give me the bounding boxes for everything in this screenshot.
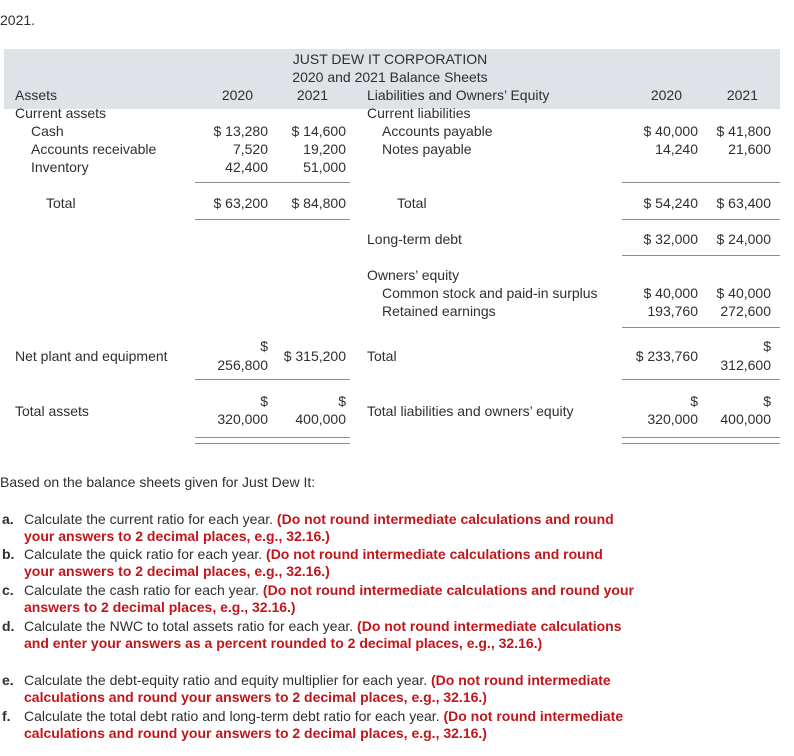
notes-2020: 14,240: [655, 141, 698, 157]
question-b-text: Calculate the quick ratio for each year.: [24, 546, 267, 562]
assets-total-2020: $ 63,200: [213, 195, 268, 211]
equity-total-2020: $ 233,760: [635, 348, 698, 364]
net-plant-label: Net plant and equipment: [15, 348, 168, 364]
equity-total-underline: [622, 379, 780, 380]
payable-2020: $ 40,000: [643, 123, 698, 139]
total-assets-2020-sign: $: [260, 393, 268, 409]
liabilities-heading: Liabilities and Owners’ Equity: [367, 87, 550, 103]
assets-heading: Assets: [15, 87, 58, 103]
question-f-note: (Do not round intermediate calculations and round your answers to 2 decimal places, e.g., 32.16.): [24, 708, 624, 741]
total-le-double-line-2: [622, 443, 780, 444]
receivables-label: Accounts receivable: [31, 141, 157, 157]
question-d-note: (Do not round intermediate calculations and enter your answers as a percent rounded to 2 decimal places, e.g., 32.16.): [24, 618, 622, 651]
assets-total-label: Total: [46, 195, 76, 211]
question-c: [24, 582, 634, 616]
total-le-2020: 320,000: [647, 411, 698, 427]
payable-2021: $ 41,800: [716, 123, 771, 139]
question-c-label: c.: [2, 582, 14, 598]
equity-divider: [622, 327, 780, 328]
retained-2021: 272,600: [720, 303, 771, 319]
total-assets-2020: 320,000: [217, 411, 268, 427]
question-a-note: (Do not round intermediate calculations and round your answers to 2 decimal places, e.g., 32.16.): [24, 511, 614, 544]
receivables-2020: 7,520: [232, 141, 268, 157]
question-f: [24, 708, 634, 742]
liab-total-label: Total: [397, 195, 427, 211]
cash-label: Cash: [31, 123, 64, 139]
equity-total-label: Total: [367, 348, 397, 364]
question-a-text: Calculate the current ratio for each year.: [24, 511, 277, 527]
assets-divider: [195, 182, 350, 183]
net-plant-underline: [195, 379, 350, 380]
question-e-note: (Do not round intermediate calculations and round your answers to 2 decimal places, e.g., 32.16.): [24, 672, 611, 705]
assets-total-2021: $ 84,800: [291, 195, 346, 211]
total-le-2020-sign: $: [690, 393, 698, 409]
inventory-label: Inventory: [31, 159, 89, 175]
question-d-text: Calculate the NWC to total assets ratio for each year.: [24, 618, 358, 634]
current-liabilities-label: Current liabilities: [367, 105, 471, 121]
total-le-label: Total liabilities and owners’ equity: [367, 403, 574, 419]
long-term-debt-underline: [622, 255, 780, 256]
question-e-label: e.: [2, 672, 14, 688]
common-stock-2021: $ 40,000: [716, 285, 771, 301]
total-assets-label: Total assets: [15, 403, 89, 419]
inventory-2020: 42,400: [225, 159, 268, 175]
net-plant-2020: 256,800: [217, 357, 268, 373]
total-le-double-line-1: [622, 437, 780, 438]
net-plant-2021: $ 315,200: [283, 348, 346, 364]
question-b: [24, 546, 634, 580]
assets-year-2021: 2021: [296, 87, 328, 103]
question-c-note: (Do not round intermediate calculations and round your answers to 2 decimal places, e.g., 32.16.): [24, 582, 634, 615]
total-assets-2021-sign: $: [338, 393, 346, 409]
payable-label: Accounts payable: [382, 123, 493, 139]
net-plant-2020-sign: $: [260, 338, 268, 354]
liab-total-2020: $ 54,240: [643, 195, 698, 211]
top-fragment: 2021.: [0, 12, 36, 28]
question-d: [24, 618, 634, 652]
cash-2021: $ 14,600: [291, 123, 346, 139]
receivables-2021: 19,200: [303, 141, 346, 157]
long-term-debt-2020: $ 32,000: [643, 231, 698, 247]
common-stock-2020: $ 40,000: [643, 285, 698, 301]
inventory-2021: 51,000: [303, 159, 346, 175]
total-le-2021-sign: $: [763, 393, 771, 409]
equity-total-2021: 312,600: [720, 357, 771, 373]
question-f-label: f.: [2, 708, 11, 724]
question-f-text: Calculate the total debt ratio and long-term debt ratio for each year.: [24, 708, 444, 724]
common-stock-label: Common stock and paid-in surplus: [382, 285, 598, 301]
retained-2020: 193,760: [647, 303, 698, 319]
question-e: [24, 672, 634, 706]
total-assets-2021: 400,000: [295, 411, 346, 427]
total-le-2021: 400,000: [720, 411, 771, 427]
liab-year-2020: 2020: [650, 87, 682, 103]
total-assets-double-line-2: [195, 443, 350, 444]
question-a: [24, 511, 634, 545]
question-e-text: Calculate the debt-equity ratio and equity multiplier for each year.: [24, 672, 432, 688]
notes-label: Notes payable: [382, 141, 472, 157]
intro-text: Based on the balance sheets given for Just Dew It:: [0, 474, 316, 490]
owners-equity-label: Owners’ equity: [367, 267, 460, 283]
assets-year-2020: 2020: [221, 87, 253, 103]
liab-total-2021: $ 63,400: [716, 195, 771, 211]
sheet-subtitle: 2020 and 2021 Balance Sheets: [292, 69, 488, 85]
assets-total-underline: [195, 219, 350, 220]
notes-2021: 21,600: [728, 141, 771, 157]
long-term-debt-2021: $ 24,000: [716, 231, 771, 247]
question-c-text: Calculate the cash ratio for each year.: [24, 582, 263, 598]
company-name: JUST DEW IT CORPORATION: [292, 51, 488, 67]
question-b-label: b.: [2, 546, 15, 562]
question-d-label: d.: [2, 618, 15, 634]
long-term-debt-label: Long-term debt: [367, 231, 462, 247]
current-assets-label: Current assets: [15, 105, 107, 121]
liab-year-2021: 2021: [726, 87, 758, 103]
equity-total-2021-sign: $: [763, 338, 771, 354]
total-assets-double-line-1: [195, 437, 350, 438]
question-b-note: (Do not round intermediate calculations and round your answers to 2 decimal places, e.g., 32.16.): [24, 546, 603, 579]
retained-label: Retained earnings: [382, 303, 496, 319]
cash-2020: $ 13,280: [213, 123, 268, 139]
liab-divider: [622, 182, 780, 183]
question-a-label: a.: [2, 511, 14, 527]
liab-total-underline: [622, 219, 780, 220]
